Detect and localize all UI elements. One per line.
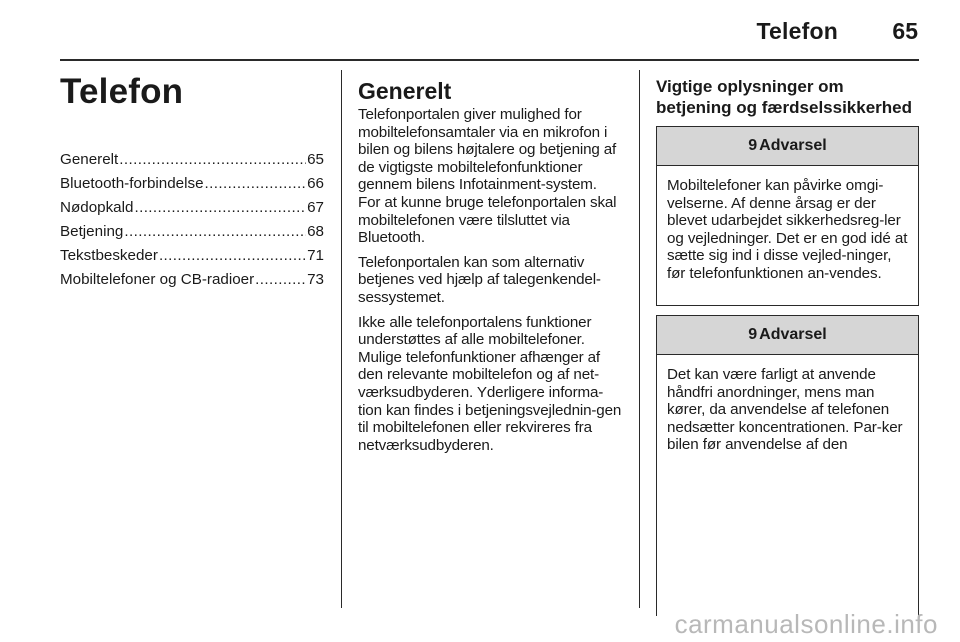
warning-triangle-icon: 9 — [748, 137, 758, 154]
toc-leader-dots — [134, 196, 306, 220]
toc-entry-label: Tekstbeskeder — [60, 247, 158, 264]
generelt-column — [358, 78, 623, 461]
toc-entry-betjening[interactable] — [60, 220, 324, 244]
page-number: 65 — [892, 18, 918, 44]
table-of-contents — [60, 148, 324, 292]
toc-entry-page: 66 — [307, 175, 324, 192]
toc-entry-label: Betjening — [60, 223, 124, 240]
warning-text: Det kan være farligt at anvende håndfri anordninger, mens man kører, da anvendelse af telefonen nedsætter koncentrationen. Par-ker bilen før anvendelse af den — [667, 366, 903, 454]
warning-box — [656, 126, 919, 306]
toc-leader-dots — [159, 244, 306, 268]
warning-header — [657, 127, 918, 166]
toc-entry-page: 73 — [307, 271, 324, 288]
toc-entry-nodopkald[interactable] — [60, 196, 324, 220]
column-divider-1 — [341, 70, 342, 608]
header-divider — [60, 59, 919, 61]
warning-box — [656, 315, 919, 616]
column-divider-2 — [639, 70, 640, 608]
warning-triangle-icon: 9 — [748, 326, 758, 343]
running-header-title: Telefon — [756, 18, 838, 44]
toc-leader-dots — [119, 148, 306, 172]
toc-entry-label: Generelt — [60, 151, 119, 168]
toc-column — [60, 68, 324, 292]
paragraph: Telefonportalen kan som alternativ betjenes ved hjælp af talegenkendel-sessystemet. — [358, 253, 601, 306]
toc-entry-label: Bluetooth-forbindelse — [60, 175, 204, 192]
toc-entry-label: Mobiltelefoner og CB-radioer — [60, 271, 255, 288]
chapter-title: Telefon — [60, 72, 184, 111]
warning-heading: Advarsel — [759, 326, 827, 343]
toc-entry-tekstbeskeder[interactable] — [60, 244, 324, 268]
toc-entry-page: 68 — [307, 223, 324, 240]
section-title: Generelt — [358, 78, 452, 104]
toc-leader-dots — [255, 268, 306, 292]
toc-entry-page: 67 — [307, 199, 324, 216]
toc-leader-dots — [124, 220, 306, 244]
toc-entry-bluetooth[interactable] — [60, 172, 324, 196]
safety-column — [656, 77, 920, 118]
toc-entry-page: 65 — [307, 151, 324, 168]
site-watermark: carmanualsonline.info — [674, 609, 938, 639]
subsection-title: Vigtige oplysninger om betjening og færdselssikkerhed — [656, 77, 913, 117]
warning-heading: Advarsel — [759, 137, 827, 154]
warning-header — [657, 316, 918, 355]
toc-entry-generelt[interactable] — [60, 148, 324, 172]
toc-entry-label: Nødopkald — [60, 199, 134, 216]
paragraph: Ikke alle telefonportalens funktioner understøttes af alle mobiltelefoner. Mulige telefonfunktioner afhænger af den relevante mobiltelefon og af net-værksudbyderen. Yderligere informa-tion kan findes i betjeningsvejlednin-gen til mobiltelefonen eller rekvireres fra netværksudbyderen. — [358, 313, 622, 454]
toc-entry-mobiltelefoner[interactable] — [60, 268, 324, 292]
toc-leader-dots — [205, 172, 307, 196]
toc-entry-page: 71 — [307, 247, 324, 264]
warning-text: Mobiltelefoner kan påvirke omgi-velserne. Af denne årsag er der blevet udarbejdet sikkerhedsreg-ler og vejledninger. Det er en god idé at sætte sig ind i disse vejled-ninger, før telefonfunktionen an-vendes. — [667, 177, 908, 282]
paragraph: Telefonportalen giver mulighed for mobiltelefonsamtaler via en mikrofon i bilen og bilens højtalere og betjening af de vigtigste mobiltelefonfunktioner gennem bilens Infotainment-system. For at kunne bruge telefonportalen skal mobiltelefonen være tilsluttet via Bluetooth. — [358, 106, 617, 247]
